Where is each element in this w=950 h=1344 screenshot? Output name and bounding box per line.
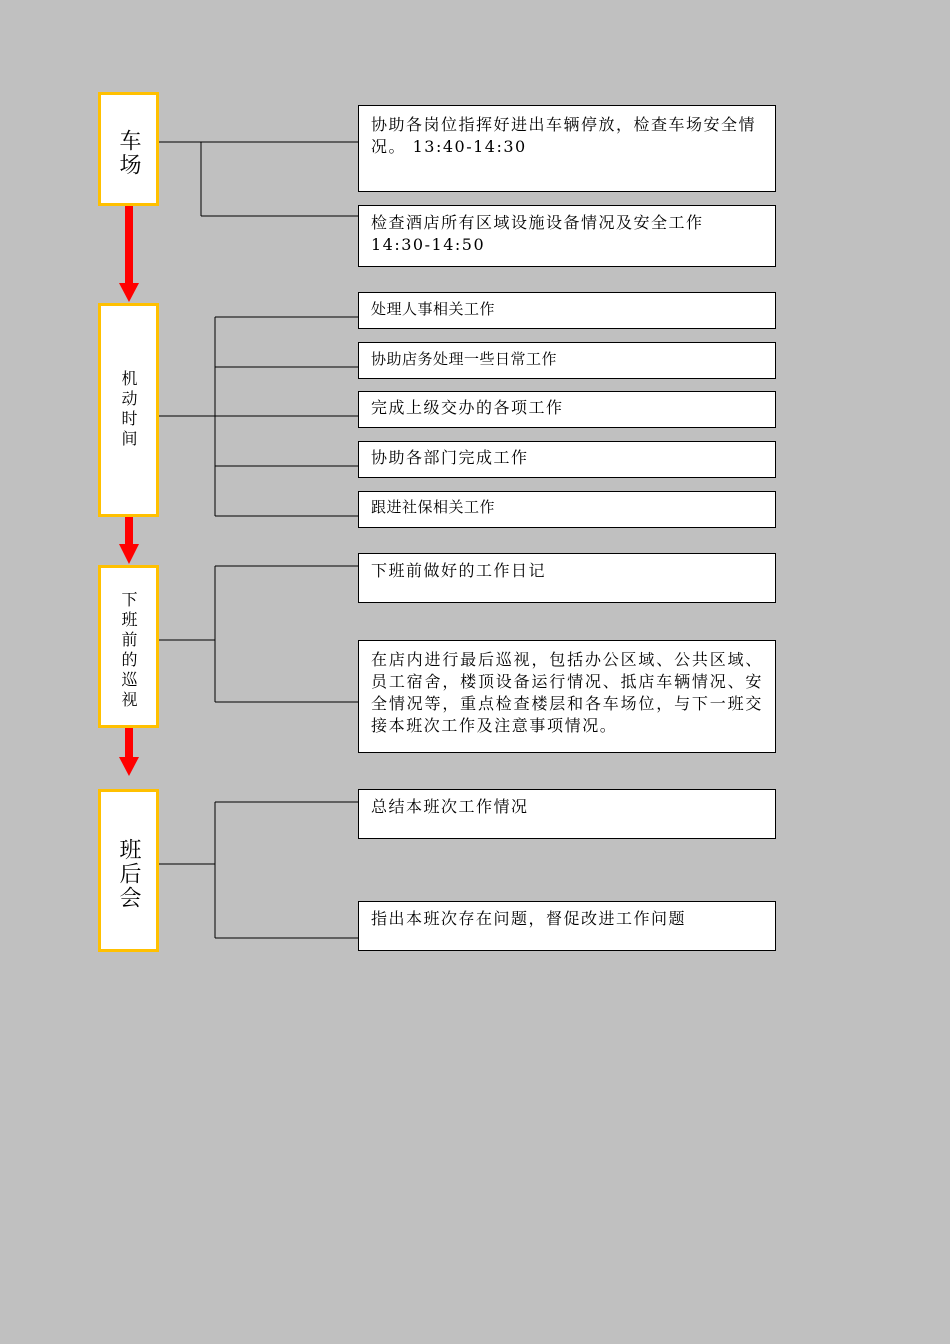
task-box: [358, 342, 776, 379]
task-box: [358, 292, 776, 329]
task-text: 下班前做好的工作日记: [371, 561, 547, 580]
task-text: 协助各岗位指挥好进出车辆停放，检查车场安全情况。 13:40-14:30: [371, 115, 757, 156]
stage-2-connectors: [158, 317, 359, 516]
stage-4-connectors: [158, 802, 359, 938]
task-box: [358, 553, 776, 603]
stage-label: 下班前的巡视: [119, 590, 138, 711]
task-text: 协助店务处理一些日常工作: [371, 350, 558, 368]
task-text: 在店内进行最后巡视，包括办公区域、公共区域、员工宿舍，楼顶设备运行情况、抵店车辆情况、安全情况等，重点检查楼层和各车场位，与下一班交接本班次工作及注意事项情况。: [371, 650, 763, 735]
stage-label: 机动时间: [119, 370, 138, 450]
task-text: 总结本班次工作情况: [371, 797, 529, 816]
task-box: [358, 391, 776, 428]
task-box: [358, 105, 776, 192]
task-text: 完成上级交办的各项工作: [371, 398, 564, 417]
task-box: [358, 640, 776, 753]
stage-box-car-park: [98, 92, 159, 206]
flow-arrow-3: [119, 727, 139, 776]
stage-box-pre-shift-patrol: [98, 565, 159, 728]
task-box: [358, 441, 776, 478]
stage-3-connectors: [158, 566, 359, 702]
stage-box-flexible-time: [98, 303, 159, 517]
task-box: [358, 901, 776, 951]
stage-box-post-shift-meeting: [98, 789, 159, 952]
task-text: 检查酒店所有区域设施设备情况及安全工作 14:30-14:50: [371, 213, 704, 254]
task-text: 指出本班次存在问题，督促改进工作问题: [371, 909, 687, 928]
task-box: [358, 205, 776, 267]
flow-arrow-2: [119, 516, 139, 564]
stage-label: 班后会: [116, 837, 141, 910]
task-text: 处理人事相关工作: [371, 300, 496, 318]
task-box: [358, 491, 776, 528]
flow-arrow-1: [119, 205, 139, 302]
task-text: 协助各部门完成工作: [371, 448, 529, 467]
task-text: 跟进社保相关工作: [371, 498, 496, 516]
task-box: [358, 789, 776, 839]
stage-1-connectors: [158, 142, 359, 216]
stage-label: 车场: [116, 129, 141, 177]
